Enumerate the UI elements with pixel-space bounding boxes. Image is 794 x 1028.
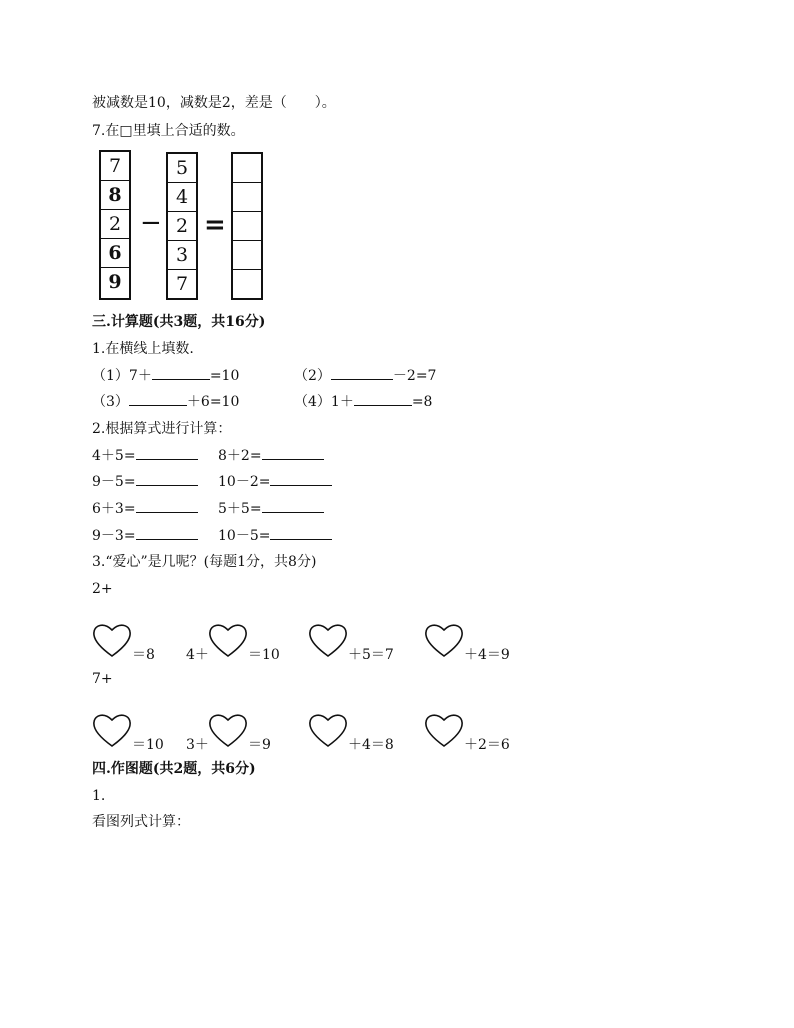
fill-blank[interactable]	[129, 393, 187, 406]
answer-cell[interactable]	[233, 212, 261, 241]
subtrahend-column	[166, 152, 198, 300]
fill-item-2-suffix: －2=7	[392, 368, 437, 384]
calc-expression: 9－5=	[92, 474, 136, 490]
q7-title: 7.在□里填上合适的数。	[92, 123, 245, 139]
calc-item	[92, 527, 198, 545]
fill-item-4-prefix: （4）1＋	[294, 394, 354, 410]
calc-item	[218, 447, 324, 465]
fill-item-4-suffix: =8	[411, 394, 433, 410]
fill-item-3-prefix: （3）	[92, 394, 129, 410]
heart-icon[interactable]	[424, 622, 464, 658]
fill-item-2	[294, 367, 436, 385]
fill-item-3-suffix: ＋6=10	[186, 394, 240, 410]
s4q1-text: 看图列式计算：	[92, 814, 190, 830]
fill-item-1-suffix: =10	[209, 368, 240, 384]
calc-blank[interactable]	[262, 500, 324, 513]
heart-icon[interactable]	[308, 622, 348, 658]
calc-expression: 6＋3=	[92, 501, 136, 517]
heart-icon[interactable]	[424, 712, 464, 748]
calc-expression: 5＋5=	[218, 501, 262, 517]
calc-expression: 8＋2=	[218, 448, 262, 464]
s3q1-title: 1.在横线上填数.	[92, 341, 194, 357]
heart-equation-head: 4＋	[186, 647, 209, 663]
heart-icon[interactable]	[308, 712, 348, 748]
calc-item	[92, 473, 198, 491]
fill-item-1	[92, 367, 239, 385]
calc-item	[218, 473, 332, 491]
hearts-row1-label: 2+	[92, 581, 113, 597]
subtrahend-cell: 5	[168, 154, 196, 183]
calc-blank[interactable]	[270, 527, 332, 540]
calc-blank[interactable]	[270, 473, 332, 486]
calc-expression: 9－3=	[92, 528, 136, 544]
minuend-cell: 6	[101, 239, 129, 268]
heart-equation-head: 3＋	[186, 737, 209, 753]
minus-sign: −	[140, 208, 162, 238]
fill-item-2-prefix: （2）	[294, 368, 331, 384]
minuend-cell: 7	[101, 152, 129, 181]
heart-equation-tail: ＝10	[248, 647, 280, 663]
heart-icon[interactable]	[208, 622, 248, 658]
calc-blank[interactable]	[136, 500, 198, 513]
fill-blank[interactable]	[354, 393, 412, 406]
subtrahend-cell: 2	[168, 212, 196, 241]
answer-cell[interactable]	[233, 270, 261, 299]
heart-equation-tail: ＋2＝6	[464, 737, 510, 753]
section3-title: 三.计算题(共3题，共16分)	[92, 314, 266, 330]
calc-expression: 4＋5=	[92, 448, 136, 464]
heart-icon[interactable]	[92, 712, 132, 748]
fill-item-1-prefix: （1）7＋	[92, 368, 152, 384]
heart-equation-tail: ＋4＝9	[464, 647, 510, 663]
calc-blank[interactable]	[136, 473, 198, 486]
answer-column	[231, 152, 263, 300]
fill-blank[interactable]	[152, 367, 210, 380]
subtrahend-cell: 4	[168, 183, 196, 212]
calc-blank[interactable]	[136, 447, 198, 460]
difference-question: 被减数是10，减数是2，差是（ ）。	[92, 95, 336, 111]
subtrahend-cell: 7	[175, 273, 189, 295]
fill-item-4	[294, 393, 432, 411]
minuend-cell: 9	[108, 271, 122, 293]
calc-item	[92, 447, 198, 465]
heart-equation-tail: ＝10	[132, 737, 164, 753]
calc-blank[interactable]	[262, 447, 324, 460]
minuend-cell: 2	[101, 210, 129, 239]
s3q2-title: 2.根据算式进行计算：	[92, 421, 232, 437]
heart-equation-tail: ＋4＝8	[348, 737, 394, 753]
calc-item	[92, 500, 198, 518]
calc-expression: 10－5=	[218, 528, 271, 544]
fill-item-3	[92, 393, 239, 411]
answer-cell[interactable]	[233, 183, 261, 212]
fill-blank[interactable]	[331, 367, 393, 380]
minuend-column	[99, 150, 131, 300]
heart-equation-tail: ＝9	[248, 737, 271, 753]
subtrahend-cell: 3	[168, 241, 196, 270]
hearts-row2-label: 7+	[92, 671, 113, 687]
calc-expression: 10－2=	[218, 474, 271, 490]
answer-cell[interactable]	[233, 154, 261, 183]
s4q1-number: 1.	[92, 788, 106, 804]
calc-blank[interactable]	[136, 527, 198, 540]
s3q3-title: 3.“爱心”是几呢？(每题1分，共8分)	[92, 554, 317, 570]
calc-item	[218, 500, 324, 518]
heart-equation-tail: ＝8	[132, 647, 155, 663]
equals-sign: =	[204, 210, 226, 240]
heart-icon[interactable]	[208, 712, 248, 748]
heart-equation-tail: ＋5＝7	[348, 647, 394, 663]
minuend-cell: 8	[101, 181, 129, 210]
heart-icon[interactable]	[92, 622, 132, 658]
answer-cell[interactable]	[233, 241, 261, 270]
section4-title: 四.作图题(共2题，共6分)	[92, 761, 256, 777]
calc-item	[218, 527, 332, 545]
